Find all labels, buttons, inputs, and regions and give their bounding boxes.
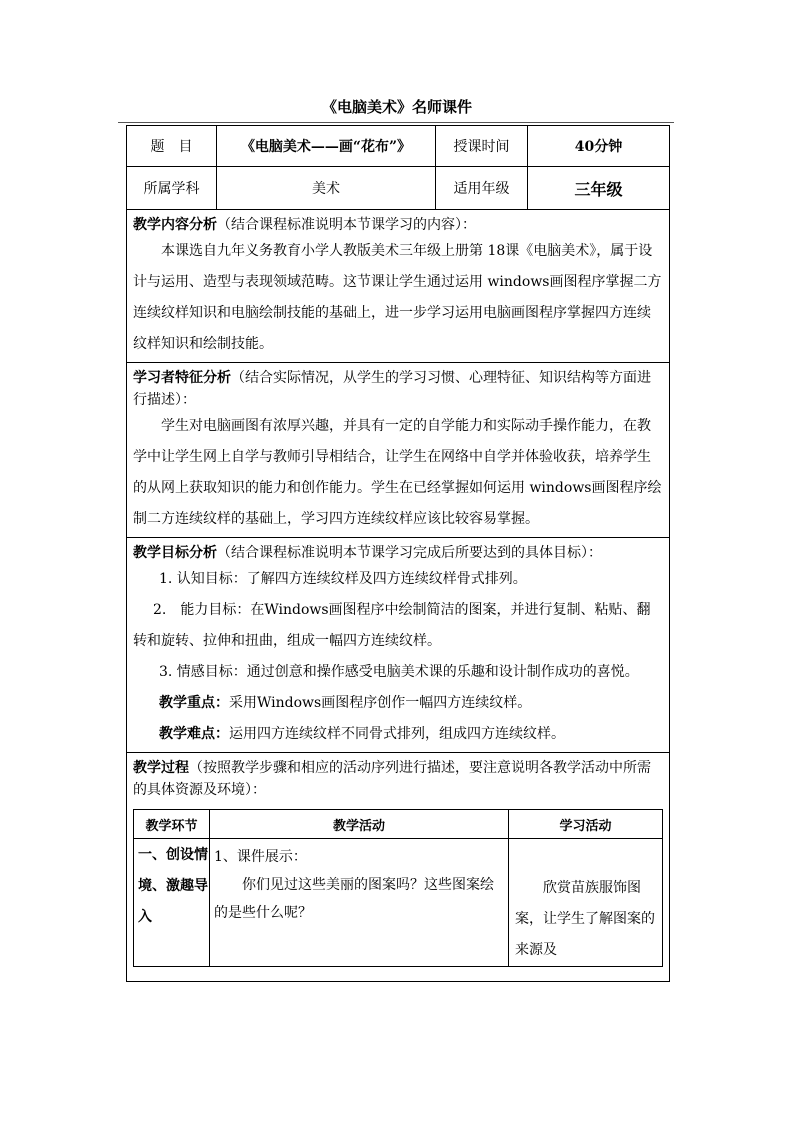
lesson-plan-table (126, 125, 670, 982)
label-grade: 适用年级 (436, 167, 528, 209)
objective-emotional: 3. 情感目标：通过创意和操作感受电脑美术课的乐趣和设计制作成功的喜悦。 (159, 664, 639, 680)
info-row-topic (127, 126, 669, 167)
stage-cell: 一、创设情境、激趣导入 (134, 839, 210, 967)
activity-title: 1、课件展示： (214, 849, 307, 865)
header-stage: 教学环节 (134, 810, 210, 839)
objectives-section (127, 538, 669, 753)
learner-analysis-heading: 学习者特征分析（结合实际情况，从学生的学习习惯、心理特征、知识结构等方面进行描述）： (133, 370, 651, 408)
label-topic: 题 目 (127, 126, 217, 166)
process-section (127, 753, 669, 809)
info-row-subject (127, 167, 669, 210)
objectives-heading: 教学目标分析（结合课程标准说明本节课学习完成后所要达到的具体目标）： (133, 545, 602, 561)
subject-value: 美术 (217, 167, 436, 209)
process-table-wrap (127, 809, 669, 981)
header-learning-activity: 学习活动 (509, 810, 663, 839)
process-table (133, 809, 663, 967)
learning-cell (509, 839, 663, 967)
content-analysis-section (127, 210, 669, 363)
process-heading: 教学过程（按照教学步骤和相应的活动序列进行描述，要注意说明各教学活动中所需的具体资源及环境）： (133, 760, 651, 798)
learning-text: 欣赏苗族服饰图案，让学生了解图案的来源及 (515, 880, 655, 958)
objective-cognitive: 1. 认知目标：了解四方连续纹样及四方连续纹样骨式排列。 (159, 571, 527, 587)
teaching-key-point: 教学重点：采用Windows画图程序创作一幅四方连续纹样。 (159, 695, 532, 711)
objective-ability: 2. 能力目标：在Windows画图程序中绘制简洁的图案，并进行复制、粘贴、翻转和旋转、拉伸和扭曲，组成一幅四方连续纹样。 (133, 602, 651, 649)
activity-body: 你们见过这些美丽的图案吗？这些图案绘的是些什么呢？ (214, 877, 494, 921)
duration-value: 40分钟 (574, 139, 623, 155)
header-rule (118, 122, 674, 123)
content-analysis-body: 本课选自九年义务教育小学人教版美术三年级上册第 18课《电脑美术》，属于设计与运用、造型与表现领域范畴。这节课让学生通过运用 windows画图程序掌握二方连续纹样知识和电脑绘制技能的基础上，进一步学习运用电脑画图程序掌握四方连续纹样知识和绘制技能。 (133, 243, 662, 352)
header-teaching-activity: 教学活动 (210, 810, 509, 839)
label-duration: 授课时间 (436, 126, 528, 166)
learner-analysis-body: 学生对电脑画图有浓厚兴趣，并具有一定的自学能力和实际动手操作能力，在教学中让学生网上自学与教师引导相结合，让学生在网络中自学并体验收获，培养学生的从网上获取知识的能力和创作能力。学生在已经掌握如何运用 windows画图程序绘制二方连续纹样的基础上，学习四方连续纹样应该比较容易掌握。 (133, 418, 662, 527)
grade-value: 三年级 (574, 179, 623, 199)
process-table-header (134, 810, 663, 839)
label-subject: 所属学科 (127, 167, 217, 209)
learner-analysis-section (127, 363, 669, 538)
table-row (134, 839, 663, 967)
document-title: 《电脑美术》名师课件 (321, 98, 472, 116)
topic-value: 《电脑美术——画“花布”》 (217, 126, 436, 166)
teaching-difficulty: 教学难点：运用四方连续纹样不同骨式排列，组成四方连续纹样。 (159, 726, 565, 742)
content-analysis-heading: 教学内容分析（结合课程标准说明本节课学习的内容）： (133, 217, 476, 233)
activity-cell (210, 839, 509, 967)
